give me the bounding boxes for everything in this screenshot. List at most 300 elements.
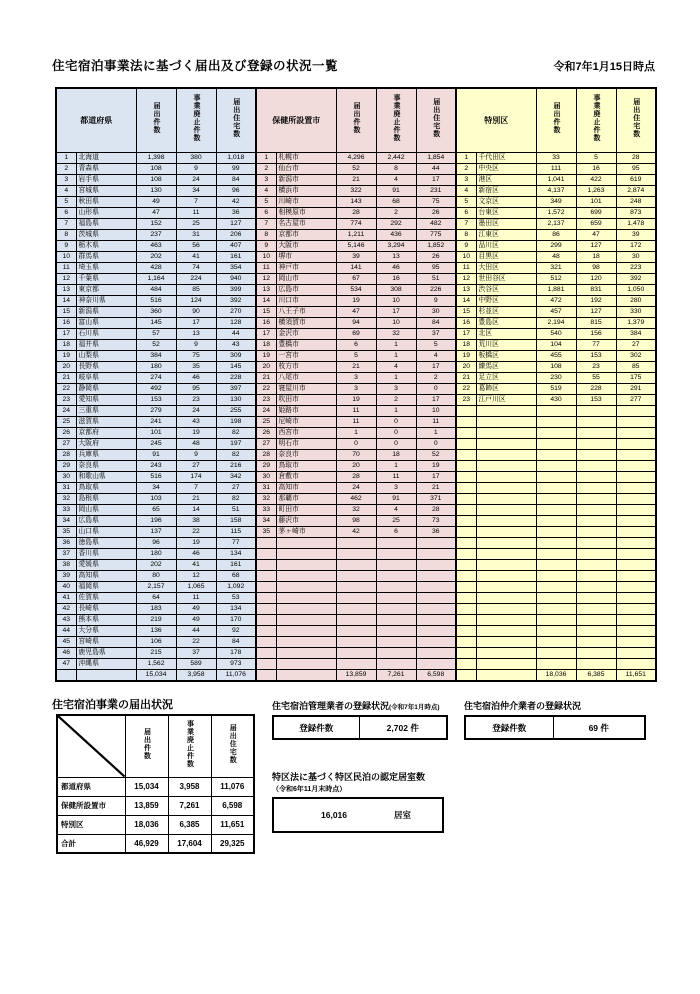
row-number-cell — [456, 438, 476, 449]
row-number-cell — [456, 636, 476, 647]
management-block-title: 住宅宿泊管理業者の登録状況(令和7年1月時点) — [272, 701, 440, 711]
discontinued-cell: 46 — [176, 372, 216, 383]
notifications-cell: 136 — [136, 625, 176, 636]
discontinued-cell: 1 — [376, 350, 416, 361]
notifications-cell: 108 — [136, 163, 176, 174]
dwellings-cell: 371 — [416, 493, 456, 504]
dwellings-cell: 1,379 — [616, 317, 656, 328]
notifications-cell: 1,562 — [136, 658, 176, 669]
table-row — [56, 240, 656, 251]
notifications-cell: 519 — [536, 383, 576, 394]
table-row — [56, 581, 656, 592]
notifications-cell — [536, 592, 576, 603]
row-number-cell: 27 — [256, 438, 276, 449]
row-number-cell: 34 — [56, 515, 76, 526]
area-name-cell: 大阪府 — [76, 438, 136, 449]
row-number-cell — [456, 570, 476, 581]
notifications-cell: 52 — [136, 339, 176, 350]
summary-section-title: 住宅宿泊事業の届出状況 — [52, 699, 173, 711]
row-number-cell: 43 — [56, 614, 76, 625]
row-number-cell: 26 — [256, 427, 276, 438]
dwellings-cell — [616, 581, 656, 592]
agency-registration-block — [464, 699, 646, 740]
table-row — [56, 295, 656, 306]
notifications-cell: 279 — [136, 405, 176, 416]
notifications-cell: 3 — [336, 372, 376, 383]
dwellings-cell — [616, 471, 656, 482]
notifications-cell: 101 — [136, 427, 176, 438]
dwellings-cell: 1,018 — [216, 152, 256, 163]
notifications-cell: 4,296 — [336, 152, 376, 163]
area-name-cell: 香川県 — [76, 548, 136, 559]
row-number-cell: 8 — [456, 229, 476, 240]
dwellings-cell: 82 — [216, 493, 256, 504]
notifications-cell — [536, 570, 576, 581]
discontinued-cell — [576, 537, 616, 548]
row-number-cell — [456, 647, 476, 658]
row-number-cell: 14 — [256, 295, 276, 306]
row-number-cell — [456, 581, 476, 592]
notifications-cell — [536, 537, 576, 548]
column-header-label: 届出件数 — [353, 101, 361, 134]
dwellings-cell: 43 — [216, 339, 256, 350]
area-name-cell: 福岡県 — [76, 581, 136, 592]
row-number-cell: 18 — [56, 339, 76, 350]
summary-row-label: 特別区 — [57, 815, 125, 834]
table-row — [56, 636, 656, 647]
tokku-block-title: 特区法に基づく特区民泊の認定居室数 （令和6年11月末時点） — [272, 770, 522, 794]
discontinued-cell: 11 — [176, 207, 216, 218]
table-row — [56, 361, 656, 372]
discontinued-cell: 23 — [576, 361, 616, 372]
notifications-cell: 1,211 — [336, 229, 376, 240]
dwellings-cell: 161 — [216, 559, 256, 570]
row-number-cell — [256, 647, 276, 658]
discontinued-cell: 13 — [176, 328, 216, 339]
discontinued-cell: 9 — [176, 339, 216, 350]
notifications-cell — [536, 625, 576, 636]
notifications-cell: 243 — [136, 460, 176, 471]
agency-table — [464, 715, 646, 740]
discontinued-cell: 91 — [376, 185, 416, 196]
area-name-cell: 一宮市 — [276, 350, 336, 361]
dwellings-cell — [416, 658, 456, 669]
dwellings-cell — [616, 559, 656, 570]
notifications-cell: 183 — [136, 603, 176, 614]
row-number-cell: 16 — [456, 317, 476, 328]
notifications-cell: 130 — [136, 185, 176, 196]
table-row — [56, 537, 656, 548]
notifications-cell: 534 — [336, 284, 376, 295]
row-number-cell: 19 — [456, 350, 476, 361]
discontinued-cell: 16 — [376, 273, 416, 284]
summary-header-row — [57, 715, 254, 777]
row-number-cell: 14 — [456, 295, 476, 306]
area-name-cell: 富山県 — [76, 317, 136, 328]
dwellings-cell: 27 — [616, 339, 656, 350]
dwellings-cell: 2,874 — [616, 185, 656, 196]
table-row — [56, 196, 656, 207]
discontinued-cell: 120 — [576, 273, 616, 284]
management-row — [273, 716, 447, 739]
discontinued-cell — [376, 603, 416, 614]
discontinued-cell: 3 — [376, 482, 416, 493]
area-name-cell: 高知市 — [276, 482, 336, 493]
agency-block-title: 住宅宿泊仲介業者の登録状況 — [464, 701, 582, 711]
discontinued-cell: 46 — [376, 262, 416, 273]
notifications-cell: 492 — [136, 383, 176, 394]
dwellings-cell: 5 — [416, 339, 456, 350]
area-name-cell — [276, 559, 336, 570]
table-row — [56, 174, 656, 185]
empty-cell — [56, 669, 76, 681]
notifications-cell: 202 — [136, 251, 176, 262]
area-name-cell — [476, 405, 536, 416]
row-number-cell: 20 — [456, 361, 476, 372]
notifications-cell: 70 — [336, 449, 376, 460]
notifications-cell: 5 — [336, 350, 376, 361]
row-number-cell — [456, 471, 476, 482]
dwellings-cell: 51 — [216, 504, 256, 515]
table-row — [56, 471, 656, 482]
area-name-cell: 中野区 — [476, 295, 536, 306]
discontinued-cell: 19 — [176, 537, 216, 548]
row-number-cell: 38 — [56, 559, 76, 570]
discontinued-cell — [576, 416, 616, 427]
discontinued-cell: 815 — [576, 317, 616, 328]
discontinued-cell: 4 — [376, 361, 416, 372]
discontinued-cell — [576, 482, 616, 493]
area-name-cell: 札幌市 — [276, 152, 336, 163]
notifications-cell: 28 — [336, 207, 376, 218]
row-number-cell: 33 — [56, 504, 76, 515]
dwellings-cell: 10 — [416, 405, 456, 416]
area-name-cell — [276, 537, 336, 548]
notifications-cell — [336, 625, 376, 636]
table-row — [56, 427, 656, 438]
discontinued-cell: 91 — [376, 493, 416, 504]
area-name-cell — [476, 427, 536, 438]
discontinued-cell: 22 — [176, 636, 216, 647]
area-name-cell: 神戸市 — [276, 262, 336, 273]
table-row — [56, 548, 656, 559]
dwellings-cell — [616, 603, 656, 614]
dwellings-cell — [616, 570, 656, 581]
row-number-cell: 1 — [56, 152, 76, 163]
row-number-cell: 36 — [56, 537, 76, 548]
row-number-cell — [256, 548, 276, 559]
notifications-cell: 11 — [336, 405, 376, 416]
discontinued-cell: 127 — [576, 306, 616, 317]
dwellings-cell: 226 — [416, 284, 456, 295]
as-of-date: 令和7年1月15日時点 — [553, 61, 655, 73]
dwellings-cell: 342 — [216, 471, 256, 482]
notifications-cell — [536, 515, 576, 526]
discontinued-cell: 25 — [376, 515, 416, 526]
discontinued-cell: 0 — [376, 427, 416, 438]
discontinued-cell: 127 — [576, 240, 616, 251]
area-name-cell — [276, 548, 336, 559]
discontinued-cell — [576, 636, 616, 647]
table-row — [56, 317, 656, 328]
main-table-body — [56, 152, 656, 681]
group-header-city: 保健所設置市 — [256, 88, 336, 152]
dwellings-cell — [616, 515, 656, 526]
discontinued-cell — [576, 658, 616, 669]
dwellings-cell: 44 — [416, 163, 456, 174]
discontinued-cell: 0 — [376, 438, 416, 449]
dwellings-cell: 399 — [216, 284, 256, 295]
table-row — [56, 515, 656, 526]
row-number-cell — [456, 625, 476, 636]
dwellings-cell — [616, 438, 656, 449]
dwellings-cell: 36 — [216, 207, 256, 218]
column-header-label: 届出住宅数 — [229, 723, 237, 764]
notifications-cell: 5,146 — [336, 240, 376, 251]
discontinued-cell: 156 — [576, 328, 616, 339]
dwellings-cell: 330 — [616, 306, 656, 317]
dwellings-cell — [416, 559, 456, 570]
page-title: 住宅宿泊事業法に基づく届出及び登録の状況一覧 — [52, 59, 339, 73]
dwellings-cell: 84 — [416, 317, 456, 328]
row-number-cell: 31 — [256, 482, 276, 493]
notifications-cell: 98 — [336, 515, 376, 526]
row-number-cell: 9 — [256, 240, 276, 251]
row-number-cell: 28 — [56, 449, 76, 460]
notifications-cell: 457 — [536, 306, 576, 317]
row-number-cell: 21 — [56, 372, 76, 383]
column-header-label: 事業廃止件数 — [593, 93, 601, 142]
notifications-cell: 219 — [136, 614, 176, 625]
row-number-cell — [456, 526, 476, 537]
summary-row-prefecture — [57, 777, 254, 796]
row-number-cell: 13 — [56, 284, 76, 295]
notifications-cell: 472 — [536, 295, 576, 306]
dwellings-cell: 26 — [416, 207, 456, 218]
management-table — [272, 715, 448, 740]
summary-value: 11,651 — [211, 815, 254, 834]
dwellings-cell — [416, 592, 456, 603]
discontinued-cell: 19 — [176, 427, 216, 438]
area-name-cell — [276, 603, 336, 614]
summary-column-header — [125, 715, 168, 777]
row-number-cell: 9 — [56, 240, 76, 251]
notifications-cell: 384 — [136, 350, 176, 361]
discontinued-cell: 49 — [176, 603, 216, 614]
notifications-cell: 516 — [136, 295, 176, 306]
dwellings-cell: 52 — [416, 449, 456, 460]
row-number-cell: 12 — [256, 273, 276, 284]
table-row — [56, 262, 656, 273]
discontinued-cell: 55 — [576, 372, 616, 383]
total-value-cell: 11,651 — [616, 669, 656, 681]
notifications-cell — [536, 416, 576, 427]
column-header-dwellings — [616, 88, 656, 152]
row-number-cell — [456, 493, 476, 504]
row-number-cell — [256, 603, 276, 614]
column-header-notifications — [336, 88, 376, 152]
notifications-cell: 21 — [336, 361, 376, 372]
dwellings-cell: 291 — [616, 383, 656, 394]
dwellings-cell: 115 — [216, 526, 256, 537]
area-name-cell: 藤沢市 — [276, 515, 336, 526]
dwellings-cell: 9 — [416, 295, 456, 306]
table-row — [56, 482, 656, 493]
discontinued-cell: 9 — [176, 449, 216, 460]
notifications-cell: 42 — [336, 526, 376, 537]
dwellings-cell: 1,092 — [216, 581, 256, 592]
column-header-discontinued — [376, 88, 416, 152]
area-name-cell: 青森県 — [76, 163, 136, 174]
dwellings-cell: 1,050 — [616, 284, 656, 295]
row-number-cell: 3 — [256, 174, 276, 185]
summary-value: 15,034 — [125, 777, 168, 796]
discontinued-cell: 308 — [376, 284, 416, 295]
table-row — [56, 603, 656, 614]
title-row — [52, 56, 655, 74]
notifications-cell: 52 — [336, 163, 376, 174]
table-row — [56, 460, 656, 471]
table-row — [56, 251, 656, 262]
row-number-cell: 22 — [256, 383, 276, 394]
area-name-cell — [276, 647, 336, 658]
discontinued-cell — [576, 647, 616, 658]
dwellings-cell — [416, 647, 456, 658]
discontinued-cell: 41 — [176, 559, 216, 570]
area-name-cell — [476, 504, 536, 515]
summary-column-header — [211, 715, 254, 777]
table-row — [56, 372, 656, 383]
row-number-cell: 6 — [56, 207, 76, 218]
dwellings-cell — [616, 647, 656, 658]
row-number-cell: 22 — [456, 383, 476, 394]
area-name-cell — [276, 658, 336, 669]
total-value-cell: 6,598 — [416, 669, 456, 681]
discontinued-cell — [376, 537, 416, 548]
total-value-cell: 13,859 — [336, 669, 376, 681]
dwellings-cell — [616, 537, 656, 548]
discontinued-cell: 4 — [376, 174, 416, 185]
notifications-cell: 86 — [536, 229, 576, 240]
row-number-cell: 41 — [56, 592, 76, 603]
notifications-cell: 108 — [136, 174, 176, 185]
dwellings-cell — [616, 460, 656, 471]
table-row — [56, 493, 656, 504]
discontinued-cell: 38 — [176, 515, 216, 526]
dwellings-cell — [616, 548, 656, 559]
notifications-cell — [536, 548, 576, 559]
notifications-cell — [336, 636, 376, 647]
notifications-cell: 19 — [336, 394, 376, 405]
dwellings-cell: 27 — [216, 482, 256, 493]
row-number-cell: 40 — [56, 581, 76, 592]
area-name-cell: 相模原市 — [276, 207, 336, 218]
notifications-cell: 245 — [136, 438, 176, 449]
notifications-cell: 108 — [536, 361, 576, 372]
corner-diagonal-cell — [57, 715, 125, 777]
notifications-cell: 1,572 — [536, 207, 576, 218]
area-name-cell: 台東区 — [476, 207, 536, 218]
certified-rooms-unit: 居室 — [394, 810, 412, 820]
discontinued-cell: 2 — [376, 394, 416, 405]
area-name-cell: 江戸川区 — [476, 394, 536, 405]
discontinued-cell: 1 — [376, 405, 416, 416]
area-name-cell: 大阪市 — [276, 240, 336, 251]
row-number-cell: 10 — [56, 251, 76, 262]
discontinued-cell: 17 — [376, 306, 416, 317]
row-number-cell: 6 — [456, 207, 476, 218]
discontinued-cell: 228 — [576, 383, 616, 394]
summary-row-ward — [57, 815, 254, 834]
notifications-cell: 463 — [136, 240, 176, 251]
area-name-cell: 三重県 — [76, 405, 136, 416]
registration-count-label: 登録件数 — [273, 716, 359, 739]
notifications-cell: 1,164 — [136, 273, 176, 284]
area-name-cell — [476, 493, 536, 504]
area-name-cell — [476, 603, 536, 614]
row-number-cell: 17 — [256, 328, 276, 339]
area-name-cell — [276, 581, 336, 592]
area-name-cell: 群馬県 — [76, 251, 136, 262]
row-number-cell: 3 — [56, 174, 76, 185]
table-row — [56, 504, 656, 515]
registration-count-value: 2,702 件 — [359, 716, 447, 739]
notifications-cell: 33 — [536, 152, 576, 163]
dwellings-cell — [616, 449, 656, 460]
notifications-cell: 47 — [336, 306, 376, 317]
notifications-cell: 196 — [136, 515, 176, 526]
notifications-cell — [536, 658, 576, 669]
total-value-cell: 18,036 — [536, 669, 576, 681]
notifications-cell: 103 — [136, 493, 176, 504]
row-number-cell: 15 — [256, 306, 276, 317]
notifications-cell: 20 — [336, 460, 376, 471]
discontinued-cell: 153 — [576, 394, 616, 405]
dwellings-cell — [616, 636, 656, 647]
discontinued-cell — [576, 471, 616, 482]
row-number-cell — [456, 515, 476, 526]
table-row — [56, 614, 656, 625]
dwellings-cell: 178 — [216, 647, 256, 658]
summary-value: 29,325 — [211, 834, 254, 853]
area-name-cell: 千葉県 — [76, 273, 136, 284]
row-number-cell: 4 — [256, 185, 276, 196]
discontinued-cell: 22 — [176, 526, 216, 537]
dwellings-cell: 130 — [216, 394, 256, 405]
discontinued-cell: 9 — [176, 163, 216, 174]
notifications-cell: 241 — [136, 416, 176, 427]
row-number-cell: 12 — [456, 273, 476, 284]
dwellings-cell: 17 — [416, 361, 456, 372]
row-number-cell — [456, 482, 476, 493]
discontinued-cell: 49 — [176, 614, 216, 625]
dwellings-cell — [416, 581, 456, 592]
dwellings-cell: 30 — [416, 306, 456, 317]
discontinued-cell: 48 — [176, 438, 216, 449]
area-name-cell: 京都府 — [76, 427, 136, 438]
area-name-cell: 岡山県 — [76, 504, 136, 515]
notifications-cell: 152 — [136, 218, 176, 229]
discontinued-cell: 3 — [376, 383, 416, 394]
area-name-cell: 豊橋市 — [276, 339, 336, 350]
area-name-cell: 広島県 — [76, 515, 136, 526]
discontinued-cell — [576, 581, 616, 592]
row-number-cell: 28 — [256, 449, 276, 460]
dwellings-cell — [416, 636, 456, 647]
area-name-cell — [476, 636, 536, 647]
summary-value: 3,958 — [168, 777, 211, 796]
area-name-cell: 山梨県 — [76, 350, 136, 361]
